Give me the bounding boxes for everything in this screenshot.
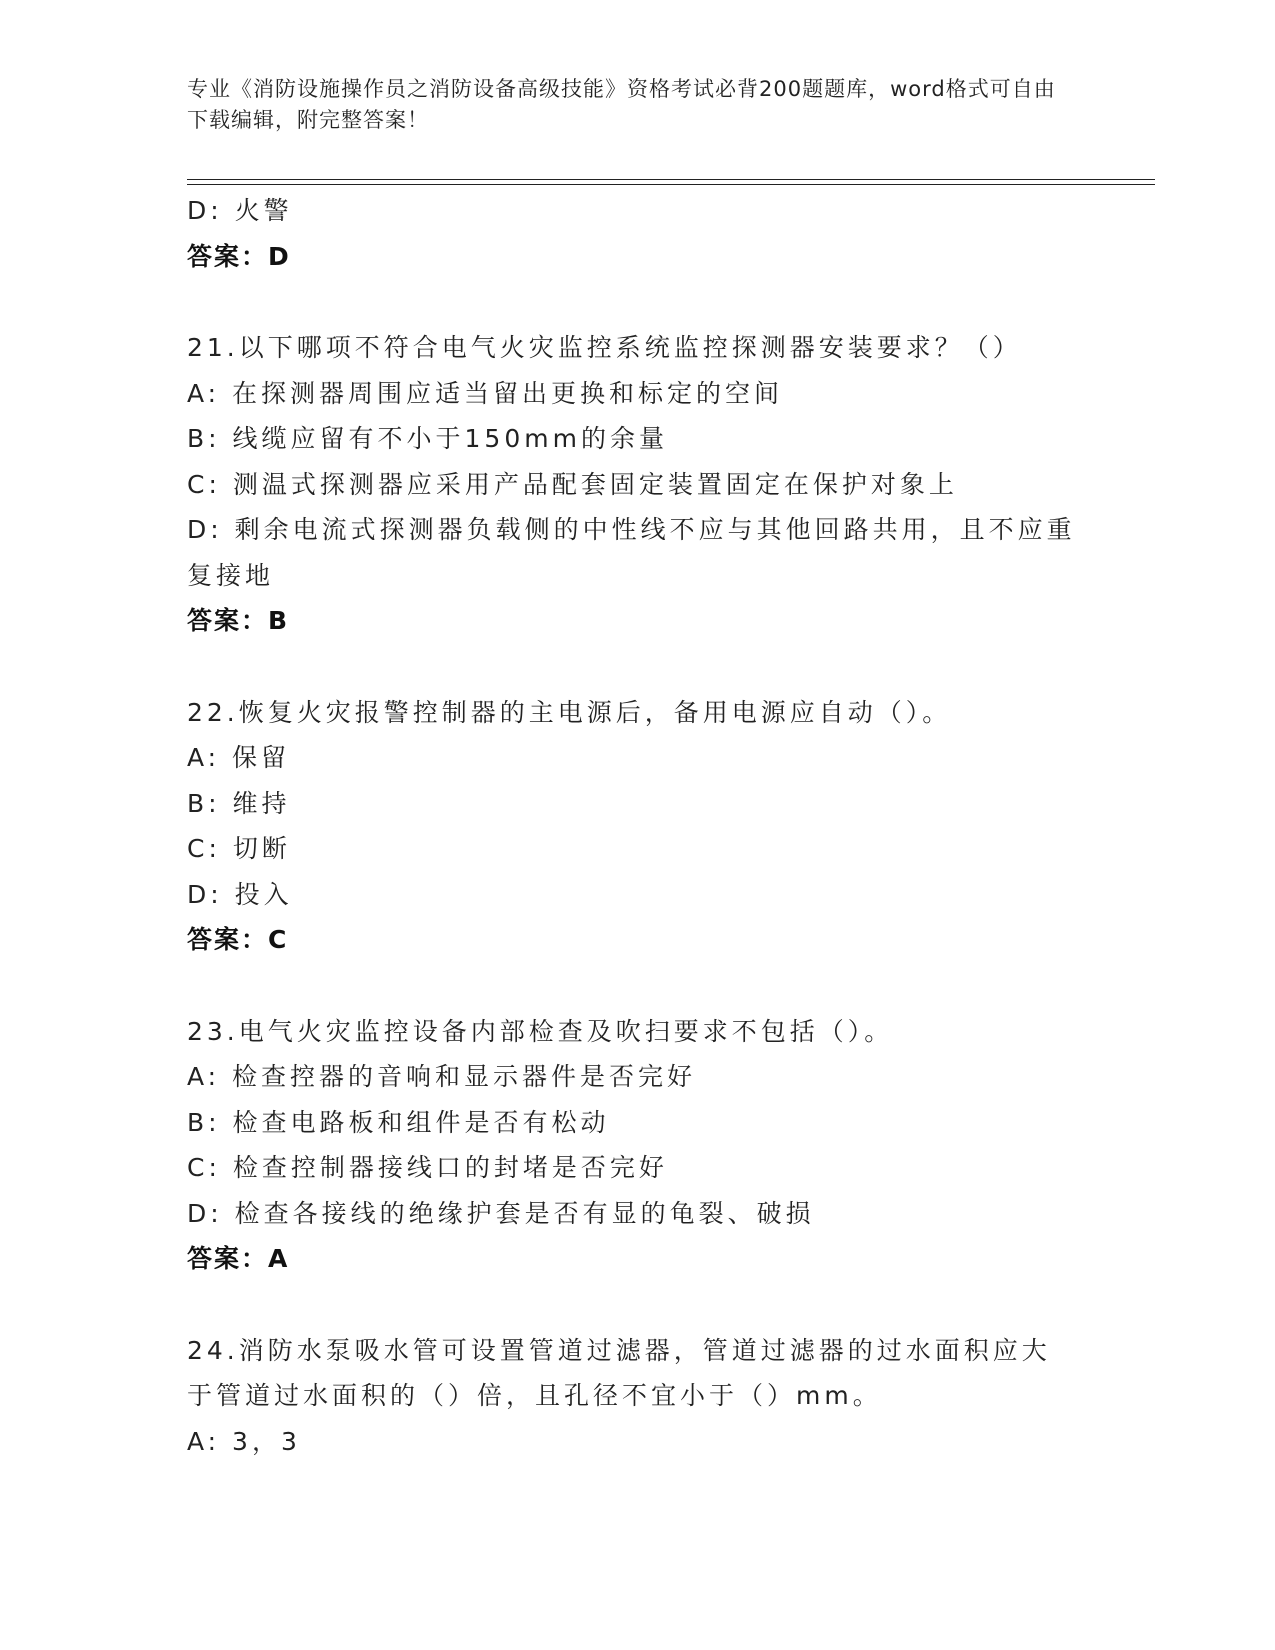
header-rule-top [187, 179, 1155, 180]
question-list [187, 188, 1087, 1464]
question-block-21 [187, 325, 1087, 644]
spacer [187, 279, 1087, 325]
question-text: 21.以下哪项不符合电气火灾监控系统监控探测器安装要求？（） [187, 333, 1022, 362]
option-a: A: 在探测器周围应适当留出更换和标定的空间 [187, 378, 784, 408]
question-block-20 [187, 188, 1087, 279]
header-rule-bottom [187, 184, 1155, 185]
option-c: C: 测温式探测器应采用产品配套固定装置固定在保护对象上 [187, 469, 958, 499]
option-a: A: 保留 [187, 743, 291, 772]
option-b: B: 线缆应留有不小于150mm的余量 [187, 424, 668, 453]
answer: 答案：D [187, 241, 291, 271]
answer: 答案：C [187, 925, 289, 954]
option-c: C: 检查控制器接线口的封堵是否完好 [187, 1153, 668, 1182]
answer: 答案：B [187, 606, 290, 635]
spacer [187, 644, 1087, 690]
option-d: D: 火警 [187, 196, 293, 225]
question-text: 24.消防水泵吸水管可设置管道过滤器，管道过滤器的过水面积应大于管道过水面积的（）倍，且孔径不宜小于（）mm。 [187, 1335, 1051, 1410]
option-a: A: 检查控器的音响和显示器件是否完好 [187, 1062, 697, 1091]
option-d: D: 检查各接线的绝缘护套是否有显的龟裂、破损 [187, 1198, 815, 1228]
question-block-23 [187, 1009, 1087, 1282]
question-text: 22.恢复火灾报警控制器的主电源后，备用电源应自动（）。 [187, 697, 952, 727]
answer: 答案：A [187, 1244, 290, 1273]
option-b: B: 检查电路板和组件是否有松动 [187, 1107, 610, 1137]
document-header: 专业《消防设施操作员之消防设备高级技能》资格考试必背200题题库，word格式可自由下载编辑，附完整答案！ [187, 77, 1056, 132]
question-block-24 [187, 1328, 1087, 1465]
spacer [187, 1282, 1087, 1328]
option-d: D: 投入 [187, 879, 293, 909]
option-a: A: 3，3 [187, 1426, 301, 1456]
question-text: 23.电气火灾监控设备内部检查及吹扫要求不包括（）。 [187, 1016, 894, 1046]
spacer [187, 963, 1087, 1009]
option-b: B: 维持 [187, 788, 291, 818]
question-block-22 [187, 690, 1087, 963]
option-d: D: 剩余电流式探测器负载侧的中性线不应与其他回路共用，且不应重复接地 [187, 515, 1076, 590]
option-c: C: 切断 [187, 834, 291, 863]
